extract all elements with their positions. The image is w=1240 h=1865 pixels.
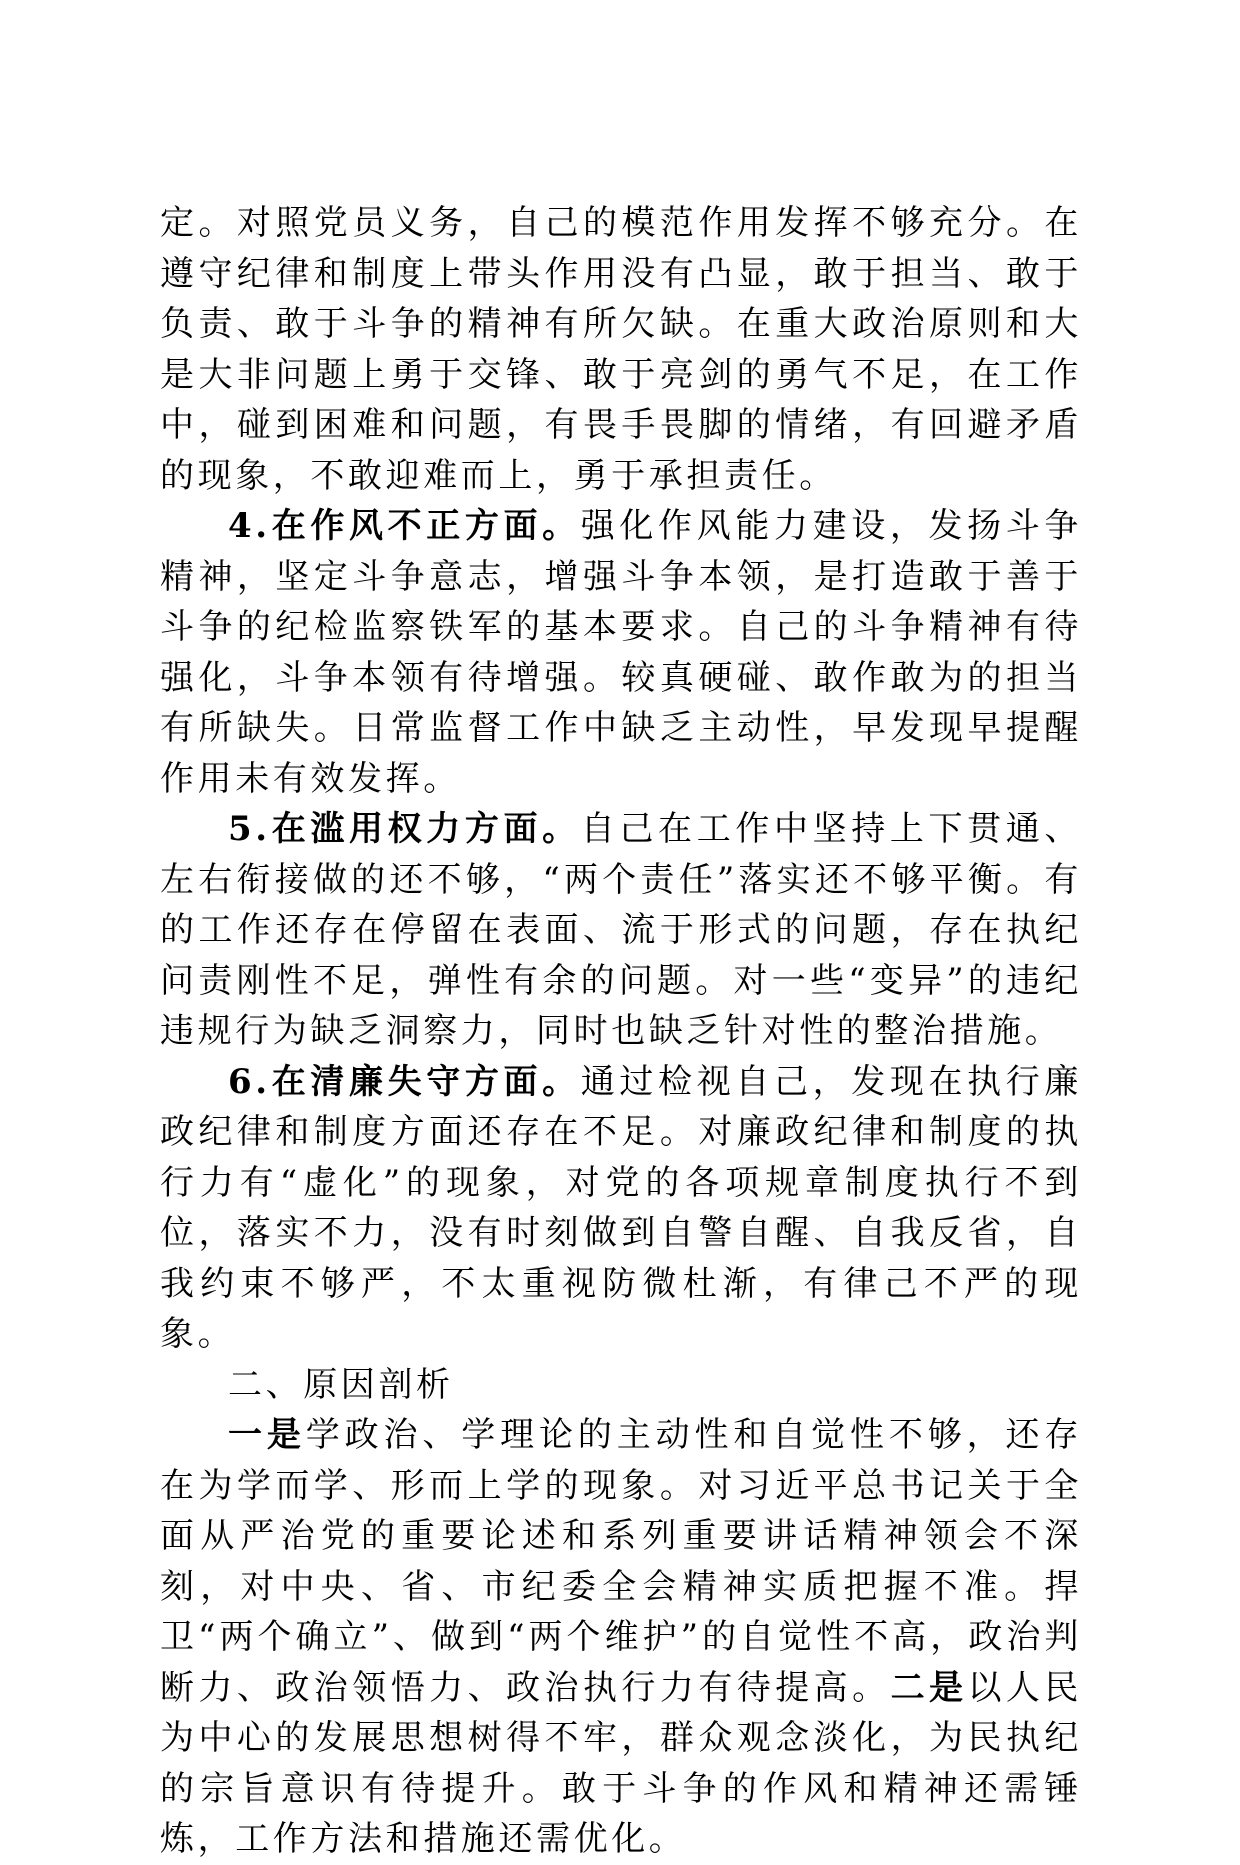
point-label: 二是 [890, 1667, 968, 1708]
paragraph-heading: 5.在滥用权力方面。 [228, 809, 581, 849]
paragraph-style-issue [160, 501, 1082, 804]
paragraph-text: 自己在工作中坚持上下贯通、左右衔接做的还不够，“两个责任”落实还不够平衡。有的工作还存在停留在表面、流于形式的问题，存在执纪问责刚性不足，弹性有余的问题。对一些“变异”的违纪违规行为缺乏洞察力，同时也缺乏针对性的整治措施。 [160, 809, 1082, 1051]
paragraph-text: 通过检视自己，发现在执行廉政纪律和制度方面还存在不足。对廉政纪律和制度的执行力有“虚化”的现象，对党的各项规章制度执行不到位，落实不力，没有时刻做到自警自醒、自我反省，自我约束不够严，不太重视防微杜渐，有律己不严的现象。 [160, 1061, 1082, 1354]
point-label: 一是 [228, 1415, 306, 1455]
paragraph-integrity [160, 1057, 1082, 1360]
section-title: 二、原因剖析 [228, 1364, 454, 1405]
point-text: 以人民为中心的发展思想树得不牢，群众观念淡化，为民执纪的宗旨意识有待提升。敢于斗争的作风和精神还需锤炼，工作方法和措施还需优化。 [160, 1667, 1082, 1859]
paragraph-text: 定。对照党员义务，自己的模范作用发挥不够充分。在遵守纪律和制度上带头作用没有凸显，敢于担当、敢于负责、敢于斗争的精神有所欠缺。在重大政治原则和大是大非问题上勇于交锋、敢于亮剑的勇气不足，在工作中，碰到困难和问题，有畏手畏脚的情绪，有回避矛盾的现象，不敢迎难而上，勇于承担责任。 [160, 203, 1082, 496]
paragraph-heading: 4.在作风不正方面。 [228, 506, 581, 546]
point-text: 学政治、学理论的主动性和自觉性不够，还存在为学而学、形而上学的现象。对习近平总书记关于全面从严治党的重要论述和系列重要讲话精神领会不深刻，对中央、省、市纪委全会精神实质把握不准。捍卫“两个确立”、做到“两个维护”的自觉性不高，政治判断力、政治领悟力、政治执行力有待提高。 [160, 1415, 1083, 1708]
paragraph-continuation [160, 198, 1082, 501]
paragraph-text: 强化作风能力建设，发扬斗争精神，坚定斗争意志，增强斗争本领，是打造敢于善于斗争的纪检监察铁军的基本要求。自己的斗争精神有待强化，斗争本领有待增强。较真硬碰、敢作敢为的担当有所缺失。日常监督工作中缺乏主动性，早发现早提醒作用未有效发挥。 [160, 506, 1082, 799]
document-page [160, 198, 1082, 1865]
paragraph-cause-analysis [160, 1410, 1082, 1865]
paragraph-heading: 6.在清廉失守方面。 [228, 1061, 581, 1102]
paragraph-power-abuse [160, 804, 1082, 1057]
